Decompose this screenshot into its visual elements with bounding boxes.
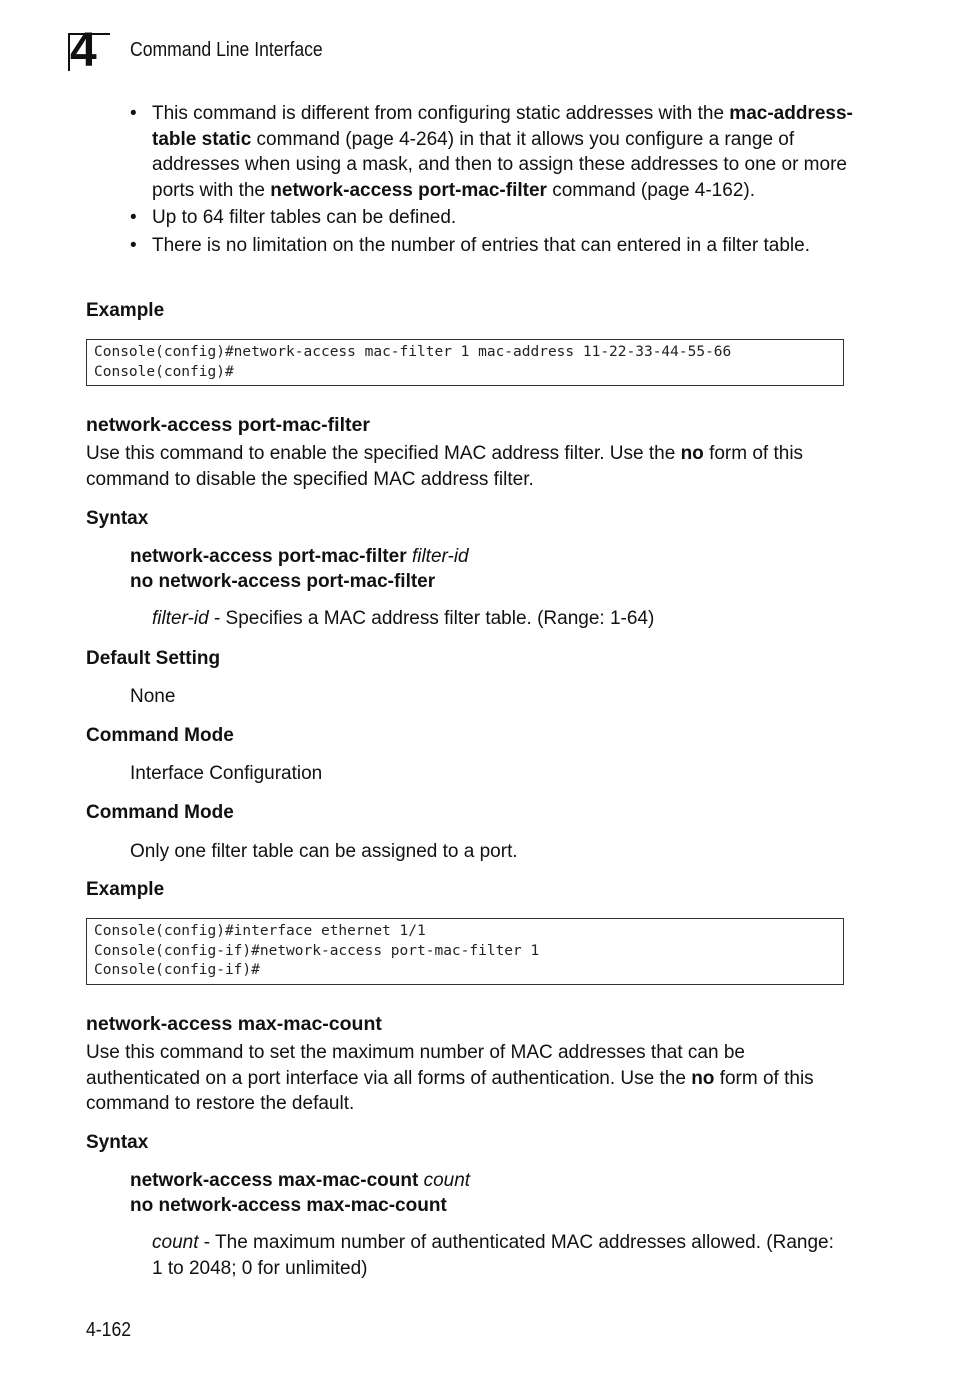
code-line: Console(config)#	[94, 363, 234, 380]
code-line: Console(config-if)#network-access port-mac-filter 1	[94, 942, 540, 959]
chapter-number: 4	[70, 24, 95, 77]
example-heading: Example	[86, 300, 165, 321]
running-title: Command Line Interface	[130, 39, 323, 61]
syntax-line: no network-access port-mac-filter	[130, 571, 436, 592]
notes-list	[130, 101, 870, 260]
parameter-description: filter-id - Specifies a MAC address filter table. (Range: 1-64)	[152, 608, 655, 629]
syntax-line: network-access max-mac-count count	[130, 1170, 471, 1191]
command-mode-value: Interface Configuration	[130, 763, 323, 784]
example-heading: Example	[86, 879, 165, 900]
command-description: Use this command to set the maximum number of MAC addresses that can be authenticated on a port interface via all forms of authentication. Use the no form of this command to restore the default.	[86, 1042, 814, 1114]
list-item: • Up to 64 filter tables can be defined.	[130, 205, 870, 231]
code-line: Console(config-if)#	[94, 962, 260, 978]
command-mode-heading: Command Mode	[86, 725, 234, 746]
command-usage-heading: Command Mode	[86, 802, 234, 823]
default-setting-value: None	[130, 686, 176, 707]
parameter-description: count - The maximum number of authenticated MAC addresses allowed. (Range: 1 to 2048; 0 for unlimited)	[152, 1232, 834, 1279]
code-example-2	[86, 918, 844, 985]
syntax-heading: Syntax	[86, 508, 149, 529]
code-example-1	[86, 339, 844, 386]
syntax-line: network-access port-mac-filter filter-id	[130, 546, 469, 567]
page-number: 4-162	[86, 1319, 132, 1341]
command-usage-value: Only one filter table can be assigned to a port.	[130, 841, 518, 862]
code-line: Console(config)#network-access mac-filter 1 mac-address 11-22-33-44-55-66	[94, 344, 732, 360]
list-item: • There is no limitation on the number of entries that can entered in a filter table.	[130, 233, 870, 259]
syntax-heading: Syntax	[86, 1132, 149, 1153]
command-title: network-access port-mac-filter	[86, 414, 370, 436]
default-setting-heading: Default Setting	[86, 648, 221, 669]
code-line: Console(config)#interface ethernet 1/1	[94, 923, 426, 939]
list-item: • This command is different from configuring static addresses with the mac-address-table static command (page 4-264) in that it allows you configure a range of addresses when using a mask, and then to assign these addresses to one or more ports with the network-access port-mac-filter command (page 4-162).	[130, 101, 870, 203]
syntax-line: no network-access max-mac-count	[130, 1195, 447, 1216]
command-title: network-access max-mac-count	[86, 1013, 382, 1035]
command-description: Use this command to enable the specified MAC address filter. Use the no form of this command to disable the specified MAC address filter.	[86, 443, 804, 490]
